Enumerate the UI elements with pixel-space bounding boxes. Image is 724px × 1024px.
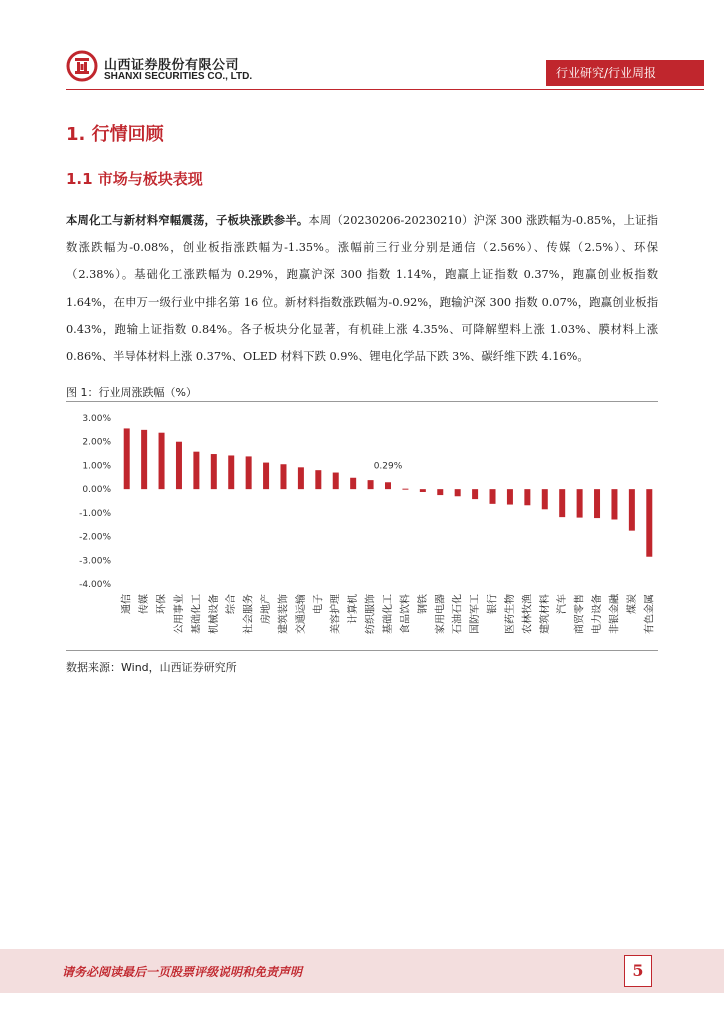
company-name-en: SHANXI SECURITIES CO., LTD. [104, 71, 253, 82]
figure-bottom-rule [66, 650, 658, 651]
bar [646, 489, 652, 557]
bar [437, 489, 443, 495]
category-label: 家用电器 [435, 594, 447, 634]
category-label: 计算机 [348, 594, 360, 624]
category-label: 社会服务 [243, 594, 255, 634]
bar [524, 489, 530, 505]
bar [333, 473, 339, 490]
bar [176, 442, 182, 489]
figure-source: 数据来源：Wind，山西证券研究所 [66, 661, 237, 674]
category-label: 电子 [313, 594, 325, 614]
company-name-cn: 山西证券股份有限公司 [104, 58, 240, 73]
category-label: 房地产 [261, 594, 273, 624]
x-axis-categories [120, 593, 656, 634]
category-label: 汽车 [557, 594, 569, 614]
summary-paragraph [66, 207, 658, 370]
y-tick-label: 1.00% [82, 461, 111, 472]
bar [368, 480, 374, 489]
y-tick-label: 2.00% [82, 437, 111, 448]
bar [280, 464, 286, 489]
bar [211, 454, 217, 489]
bar [263, 463, 269, 490]
page-number: 5 [624, 955, 652, 987]
category-label: 农林牧渔 [522, 594, 534, 634]
category-label: 美容护理 [330, 594, 342, 634]
bar [455, 489, 461, 496]
data-labels [374, 461, 403, 471]
category-label: 交通运输 [295, 594, 307, 634]
bar [594, 489, 600, 518]
bar [559, 489, 565, 517]
bar [611, 489, 617, 519]
bar [246, 456, 252, 489]
category-label: 传媒 [139, 594, 151, 614]
category-label: 公用事业 [173, 594, 185, 634]
category-label: 食品饮料 [400, 594, 412, 634]
y-tick-label: -3.00% [79, 556, 111, 567]
disclaimer-note: 请务必阅读最后一页股票评级说明和免责声明 [62, 965, 303, 979]
category-label: 钢铁 [417, 594, 429, 614]
category-label: 银行 [487, 594, 499, 614]
category-label: 综合 [226, 594, 238, 614]
category-label: 石油石化 [452, 594, 464, 634]
category-label: 建筑材料 [539, 594, 551, 634]
category-label: 基础化工 [191, 594, 203, 634]
figure-title: 图 1：行业周涨跌幅（%） [66, 386, 197, 399]
category-label: 医药生物 [504, 594, 516, 634]
category-label: 煤炭 [626, 594, 638, 614]
category-label: 商贸零售 [574, 594, 586, 634]
company-logo-icon [66, 50, 98, 82]
category-label: 国防军工 [470, 594, 482, 634]
report-type-tag: 行业研究/行业周报 [546, 60, 704, 86]
category-label: 基础化工 [383, 594, 394, 634]
category-label: 建筑装饰 [278, 594, 290, 634]
subsection-heading: 1.1 市场与板块表现 [66, 170, 203, 188]
category-label: 机械设备 [208, 594, 220, 634]
bar [402, 489, 408, 490]
data-label-highlight: 0.29% [373, 461, 403, 472]
bar [420, 489, 426, 492]
bar [159, 433, 165, 489]
y-tick-label: -4.00% [79, 580, 111, 590]
category-label: 有色金属 [644, 594, 656, 634]
y-tick-label: -2.00% [79, 532, 111, 543]
y-tick-label: -1.00% [79, 508, 111, 519]
bar [350, 478, 356, 489]
bar [228, 455, 234, 489]
bar [629, 489, 635, 530]
bar [298, 467, 304, 489]
bar [577, 489, 583, 517]
bar [385, 482, 391, 489]
y-axis [79, 414, 111, 590]
page-header [0, 0, 724, 100]
bar [472, 489, 478, 499]
y-tick-label: 0.00% [82, 485, 111, 496]
bar [542, 489, 548, 509]
industry-weekly-change-chart [66, 402, 658, 650]
bar [315, 470, 321, 489]
category-label: 纺织服饰 [365, 594, 377, 634]
header-divider [66, 89, 704, 90]
category-label: 环保 [156, 594, 168, 614]
category-label: 非银金融 [609, 594, 621, 634]
bar [141, 430, 147, 489]
bar [490, 489, 496, 504]
y-tick-label: 3.00% [82, 414, 111, 424]
category-label: 通信 [121, 594, 133, 614]
category-label: 电力设备 [592, 594, 604, 634]
bar [124, 428, 130, 489]
bar-series [124, 428, 653, 556]
bar [507, 489, 513, 504]
paragraph-lead: 本周化工与新材料窄幅震荡，子板块涨跌参半。 [66, 213, 309, 227]
bar [193, 452, 199, 489]
paragraph-body: 本周（20230206-20230210）沪深 300 涨跌幅为-0.85%，上证指数涨跌幅为-0.08%，创业板指涨跌幅为-1.35%。涨幅前三行业分别是通信（2.56%）、传媒（2.5%）、环保（2.38%）。基础化工涨跌幅为 0.29%，跑赢沪深 300 指数 1.14%，跑赢上证指数 0.37%，跑赢创业板指数 1.64%，在申万一级行业中排名第 16 位。新材料指数涨跌幅为-0.92%，跑输沪深 300 指数 0.07%，跑赢创业板指 0.43%，跑输上证指数 0.84%。各子板块分化显著，有机硅上涨 4.35%、可降解塑料上涨 1.03%、膜材料上涨 0.86%、半导体材料上涨 0.37%、OLED 材料下跌 0.9%、锂电化学品下跌 3%、碳纤维下跌 4.16%。 [66, 214, 658, 364]
section-heading: 1. 行情回顾 [66, 124, 164, 145]
